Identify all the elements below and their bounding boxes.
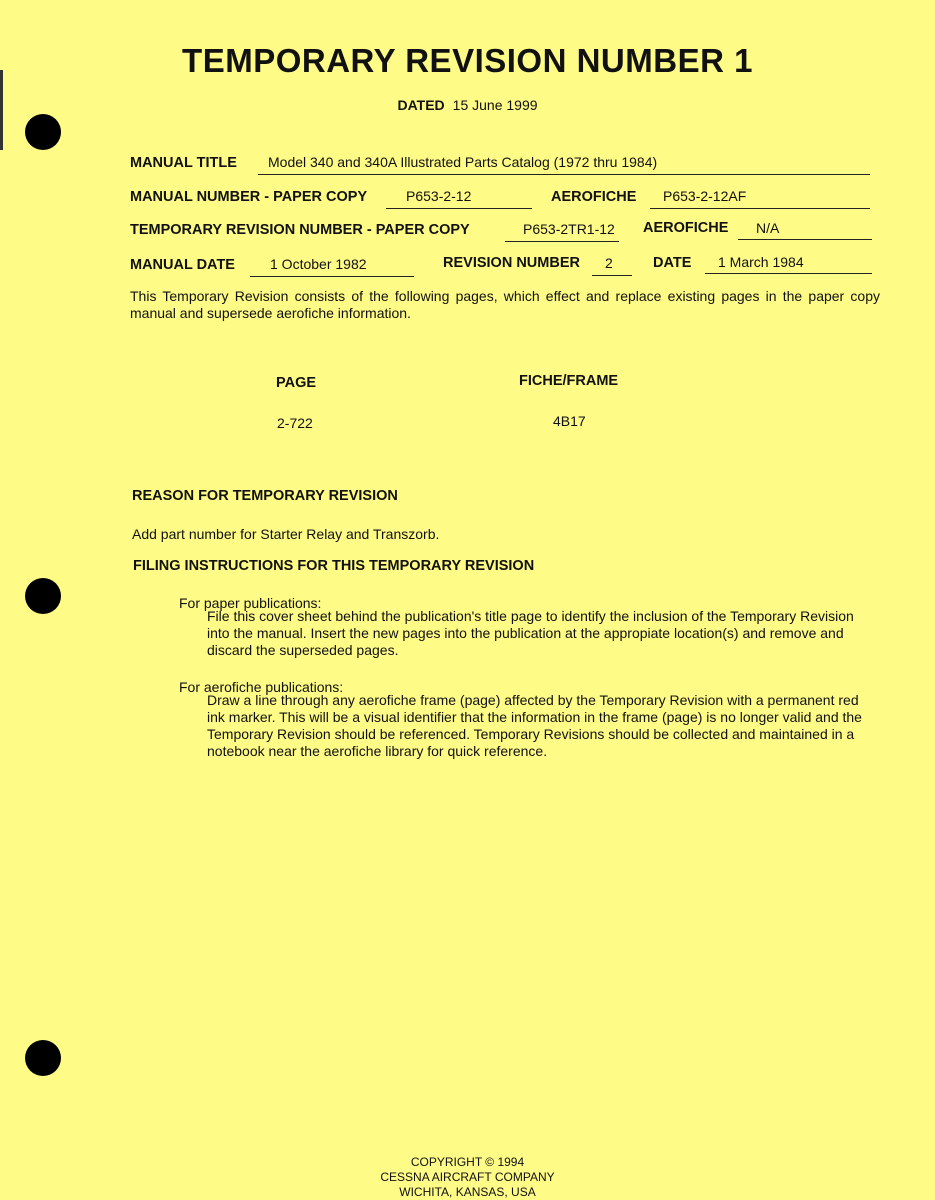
dated-line <box>0 97 935 113</box>
tr-number-aerofiche-label: AEROFICHE <box>643 220 729 236</box>
manual-number-aerofiche-label: AEROFICHE <box>551 189 637 205</box>
paper-publications-text: File this cover sheet behind the publication's title page to identify the inclusion of the Temporary Revision into the manual. Insert the new pages into the publication at the appropiate location(s) and remove and discard the superseded pages. <box>207 608 854 658</box>
location-line: WICHITA, KANSAS, USA <box>399 1185 536 1199</box>
binder-hole-top <box>25 114 61 150</box>
binder-hole-bottom <box>25 1040 61 1076</box>
manual-number-paper-label: MANUAL NUMBER - PAPER COPY <box>130 189 368 205</box>
manual-number-aerofiche-underline <box>650 208 870 209</box>
copyright-footer <box>0 1155 935 1200</box>
dated-label: DATED <box>397 97 445 113</box>
manual-number-paper-underline <box>386 208 532 209</box>
revision-number-label: REVISION NUMBER <box>443 255 580 271</box>
company-line: CESSNA AIRCRAFT COMPANY <box>380 1170 555 1184</box>
copyright-line: COPYRIGHT © 1994 <box>410 1155 525 1169</box>
manual-number-aerofiche-value: P653-2-12AF <box>663 188 747 204</box>
tr-number-paper-label: TEMPORARY REVISION NUMBER - PAPER COPY <box>130 222 470 238</box>
intro-paragraph: This Temporary Revision consists of the following pages, which effect and replace existing pages in the paper copy manual and supersede aerofiche information. <box>130 288 880 321</box>
manual-title-underline <box>258 174 870 175</box>
date-label: DATE <box>653 255 692 271</box>
dated-value: 15 June 1999 <box>452 97 538 113</box>
revision-number-value: 2 <box>605 255 613 271</box>
manual-title-value: Model 340 and 340A Illustrated Parts Catalog (1972 thru 1984) <box>268 154 658 170</box>
revision-number-underline <box>592 275 632 276</box>
binder-hole-middle <box>25 578 61 614</box>
tr-number-aerofiche-underline <box>738 239 872 240</box>
tr-number-paper-value: P653-2TR1-12 <box>523 221 615 237</box>
table-header-fiche-frame: FICHE/FRAME <box>519 373 619 389</box>
manual-number-paper-value: P653-2-12 <box>406 188 472 204</box>
document-title: TEMPORARY REVISION NUMBER 1 <box>182 42 753 79</box>
manual-title-label: MANUAL TITLE <box>130 155 237 171</box>
table-cell-page: 2-722 <box>277 415 313 431</box>
aerofiche-publications-text: Draw a line through any aerofiche frame (page) affected by the Temporary Revision with a permanent red ink marker. This will be a visual identifier that the information in the frame (page) is no longer valid and the Temporary Revision should be referenced. Temporary Revisions should be collected and maintained in a notebook near the aerofiche library for quick reference. <box>207 692 862 759</box>
date-value: 1 March 1984 <box>718 254 804 270</box>
tr-number-aerofiche-value: N/A <box>756 220 780 236</box>
manual-date-label: MANUAL DATE <box>130 257 235 273</box>
table-cell-fiche-frame: 4B17 <box>553 413 586 429</box>
manual-date-underline <box>250 276 414 277</box>
manual-date-value: 1 October 1982 <box>270 256 367 272</box>
reason-heading: REASON FOR TEMPORARY REVISION <box>132 488 398 504</box>
table-header-page: PAGE <box>276 375 317 391</box>
reason-text: Add part number for Starter Relay and Transzorb. <box>132 526 440 542</box>
aerofiche-publications-label: For aerofiche publications: <box>179 679 344 695</box>
filing-heading: FILING INSTRUCTIONS FOR THIS TEMPORARY REVISION <box>133 558 535 574</box>
paper-publications-label: For paper publications: <box>179 595 322 611</box>
date-underline <box>705 273 872 274</box>
tr-number-paper-underline <box>505 241 619 242</box>
